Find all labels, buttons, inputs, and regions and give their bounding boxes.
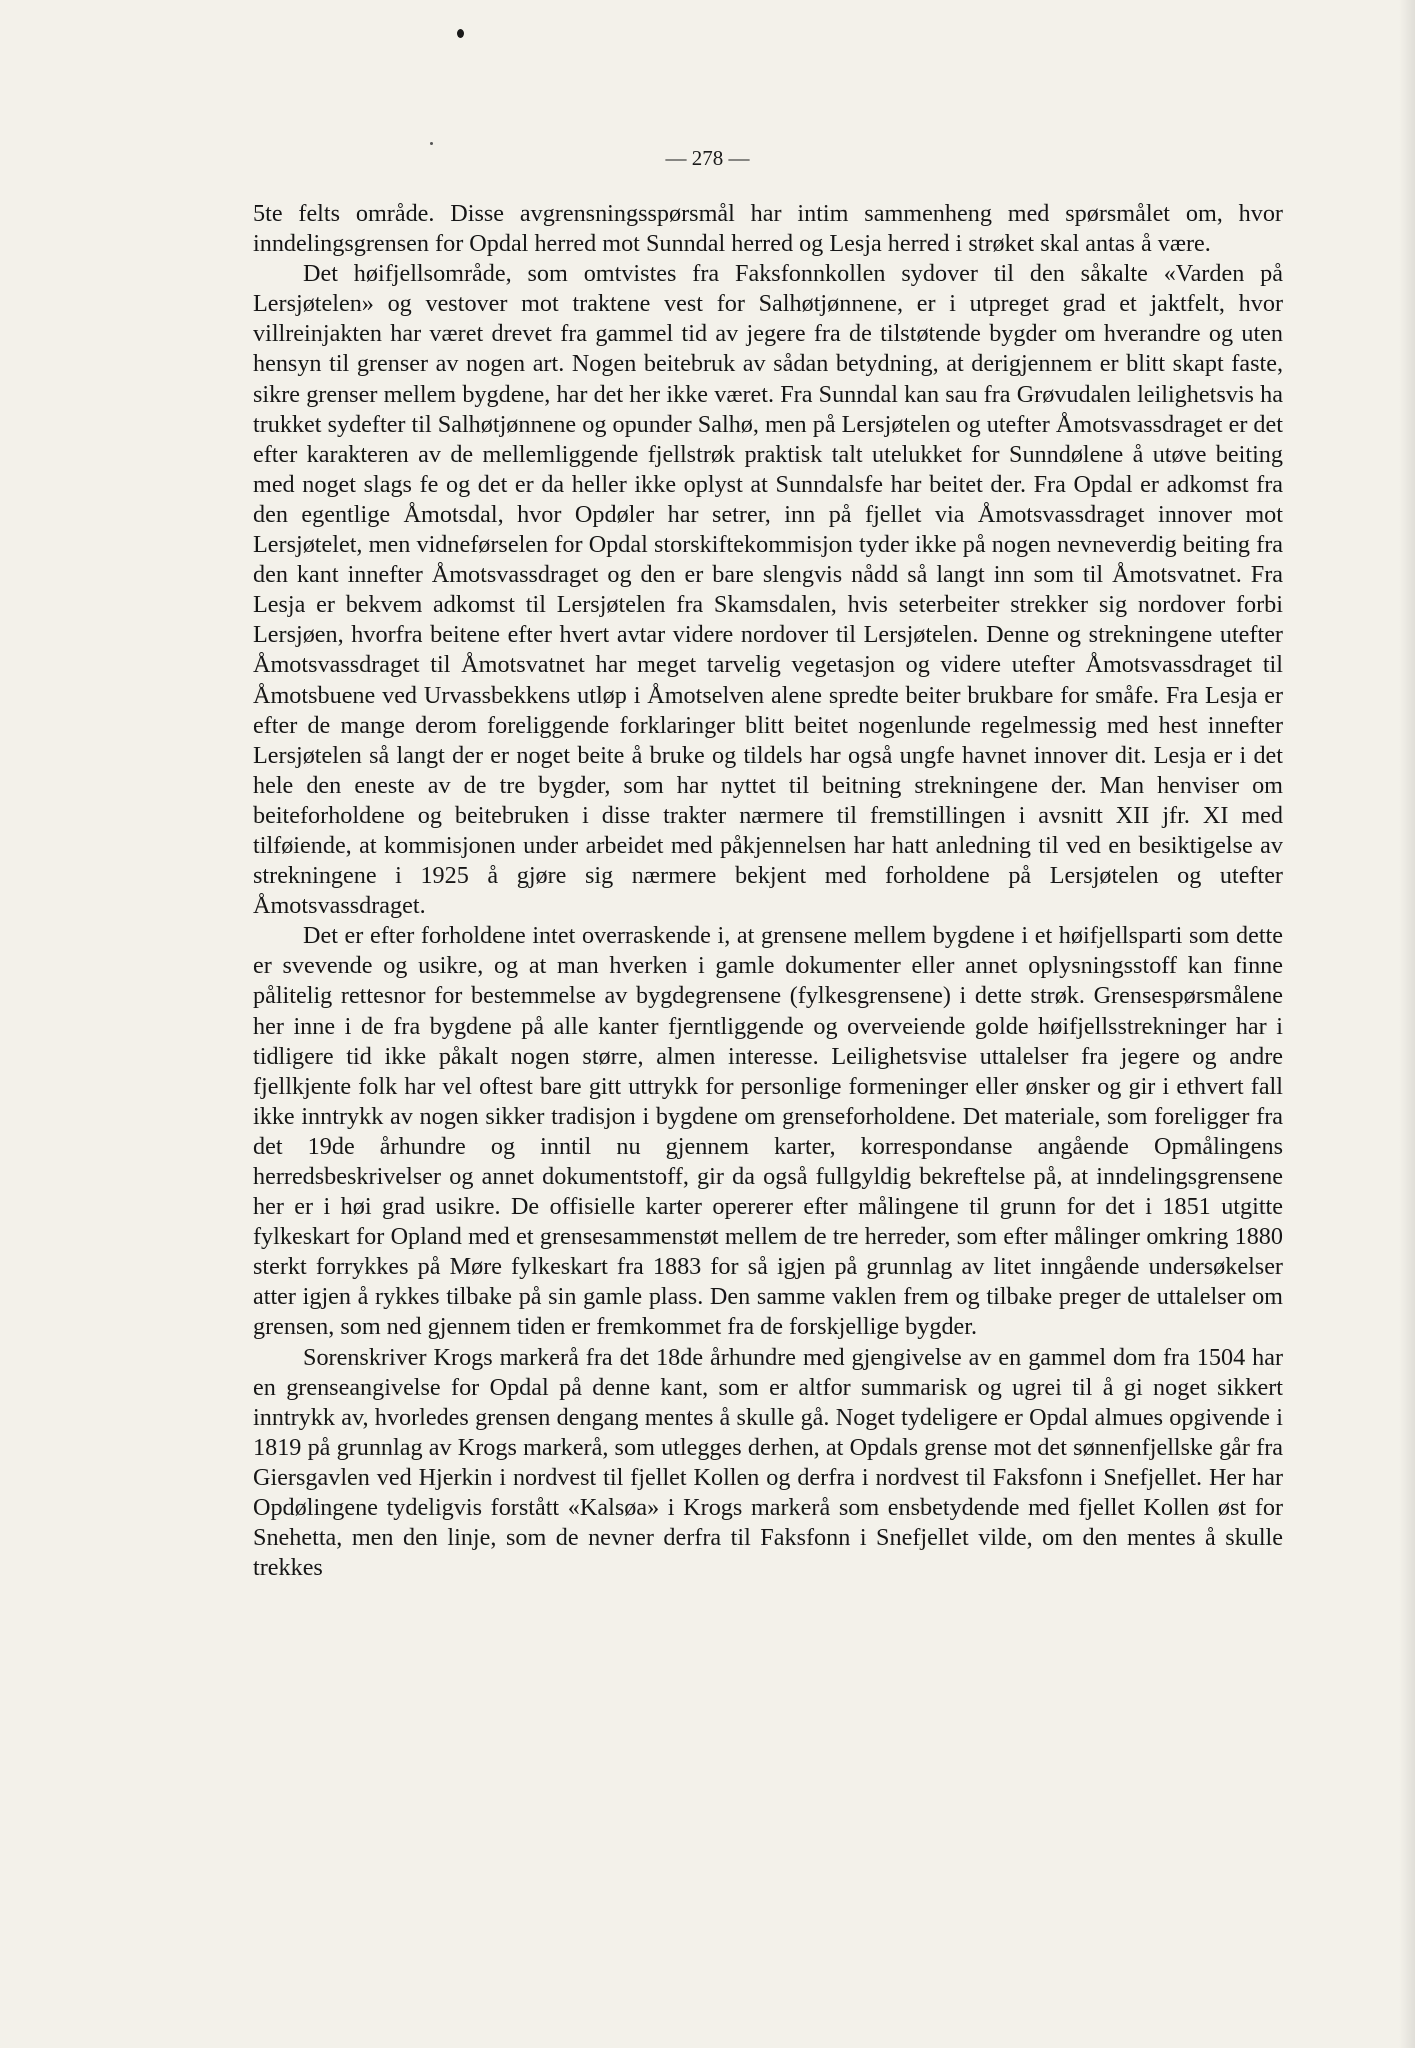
paragraph-4: Sorenskriver Krogs markerå fra det 18de århundre med gjengivelse av en gammel dom fra 1504 har en grenseangivelse for Opdal på denne kant, som er altfor summarisk og ugrei til å gi noget sikkert inntrykk av, hvorledes grensen dengang mentes å skulle gå. Noget tydeligere er Opdal almues opgivende i 1819 på grunnlag av Krogs markerå, som utlegges derhen, at Opdals grense mot det sønnenfjellske går fra Giersgavlen ved Hjerkin i nordvest til fjellet Kollen og derfra i nordvest til Faksfonn i Snefjellet. Her har Opdølingene tydeligvis forstått «Kalsøa» i Krogs markerå som ensbetydende med fjellet Kollen øst for Snehetta, men den linje, som de nevner derfra til Faksfonn i Snefjellet vilde, om den mentes å skulle trekkes [253, 1343, 1283, 1582]
body-text [253, 199, 1283, 1583]
page-number: — 278 — [665, 146, 750, 170]
ink-dot-mark [457, 29, 464, 38]
paragraph-3: Det er efter forholdene intet overraskende i, at grensene mellem bygdene i et høifjellsparti som dette er svevende og usikre, og at man hverken i gamle dokumenter eller annet oplysningsstoff kan finne pålitelig rettesnor for bestemmelse av bygdegrensene (fylkesgrensene) i dette strøk. Grensespørsmålene her inne i de fra bygdene på alle kanter fjerntliggende og overveiende golde høifjellsstrekninger har i tidligere tid ikke påkalt nogen større, almen interesse. Leilighetsvise uttalelser fra jegere og andre fjellkjente folk har vel oftest bare gitt uttrykk for personlige formeninger eller ønsker og gir i ethvert fall ikke inntrykk av nogen sikker tradisjon i bygdene om grenseforholdene. Det materiale, som foreligger fra det 19de århundre og inntil nu gjennem karter, korrespondanse angående Opmålingens herredsbeskrivelser og annet dokumentstoff, gir da også fullgyldig bekreftelse på, at inndelingsgrensene her er i høi grad usikre. De offisielle karter opererer efter målingene til grunn for det i 1851 utgitte fylkeskart for Opland med et grensesammenstøt mellem de tre herreder, som efter målinger omkring 1880 sterkt forrykkes på Møre fylkeskart fra 1883 for så igjen på grunnlag av litet inngående undersøkelser atter igjen å rykkes tilbake på sin gamle plass. Den samme vaklen frem og tilbake preger de uttalelser om grensen, som ned gjennem tiden er fremkommet fra de forskjellige bygder. [253, 922, 1283, 1341]
paragraph-1: 5te felts område. Disse avgrensningsspørsmål har intim sammenheng med spørsmålet om, hvor inndelingsgrensen for Opdal herred mot Sunndal herred og Lesja herred i strøket skal antas å være. [253, 200, 1283, 258]
ink-speck-mark [430, 142, 433, 145]
paragraph-2: Det høifjellsområde, som omtvistes fra Faksfonnkollen sydover til den såkalte «Varden på Lersjøtelen» og vestover mot traktene vest for Salhøtjønnene, er i utpreget grad et jaktfelt, hvor villreinjakten har været drevet fra gammel tid av jegere fra de tilstøtende bygder om hverandre og uten hensyn til grenser av nogen art. Nogen beitebruk av sådan betydning, at derigjennem er blitt skapt faste, sikre grenser mellem bygdene, har det her ikke været. Fra Sunndal kan sau fra Grøvudalen leilighetsvis ha trukket sydefter til Salhøtjønnene og opunder Salhø, men på Lersjøtelen og utefter Åmotsvassdraget er det efter karakteren av de mellemliggende fjellstrøk praktisk talt utelukket for Sunndølene å utøve beiting med noget slags fe og det er da heller ikke oplyst at Sunndalsfe har beitet der. Fra Opdal er adkomst fra den egentlige Åmotsdal, hvor Opdøler har setrer, inn på fjellet via Åmotsvassdraget innover mot Lersjøtelet, men vidneførselen for Opdal storskiftekommisjon tyder ikke på nogen nevneverdig beiting fra den kant innefter Åmotsvassdraget og den er bare slengvis nådd så langt inn som til Åmotsvatnet. Fra Lesja er bekvem adkomst til Lersjøtelen fra Skamsdalen, hvis seterbeiter strekker sig nordover forbi Lersjøen, hvorfra beitene efter hvert avtar videre nordover til Lersjøtelen. Denne og strekningene utefter Åmotsvassdraget til Åmotsvatnet har meget tarvelig vegetasjon og videre utefter Åmotsvassdraget til Åmotsbuene ved Urvassbekkens utløp i Åmotselven alene spredte beiter brukbare for småfe. Fra Lesja er efter de mange derom foreliggende forklaringer blitt beitet nogenlunde regelmessig med hest innefter Lersjøtelen så langt der er noget beite å bruke og tildels har også ungfe havnet innover dit. Lesja er i det hele den eneste av de tre bygder, som har nyttet til beitning strekningene der. Man henviser om beiteforholdene og beitebruken i disse trakter nærmere til fremstillingen i avsnitt XII jfr. XI med tilføiende, at kommisjonen under arbeidet med påkjennelsen har hatt anledning til ved en besiktigelse av strekningene i 1925 å gjøre sig nærmere bekjent med forholdene på Lersjøtelen og utefter Åmotsvassdraget. [253, 260, 1283, 920]
page-edge-shadow [1399, 0, 1415, 2048]
